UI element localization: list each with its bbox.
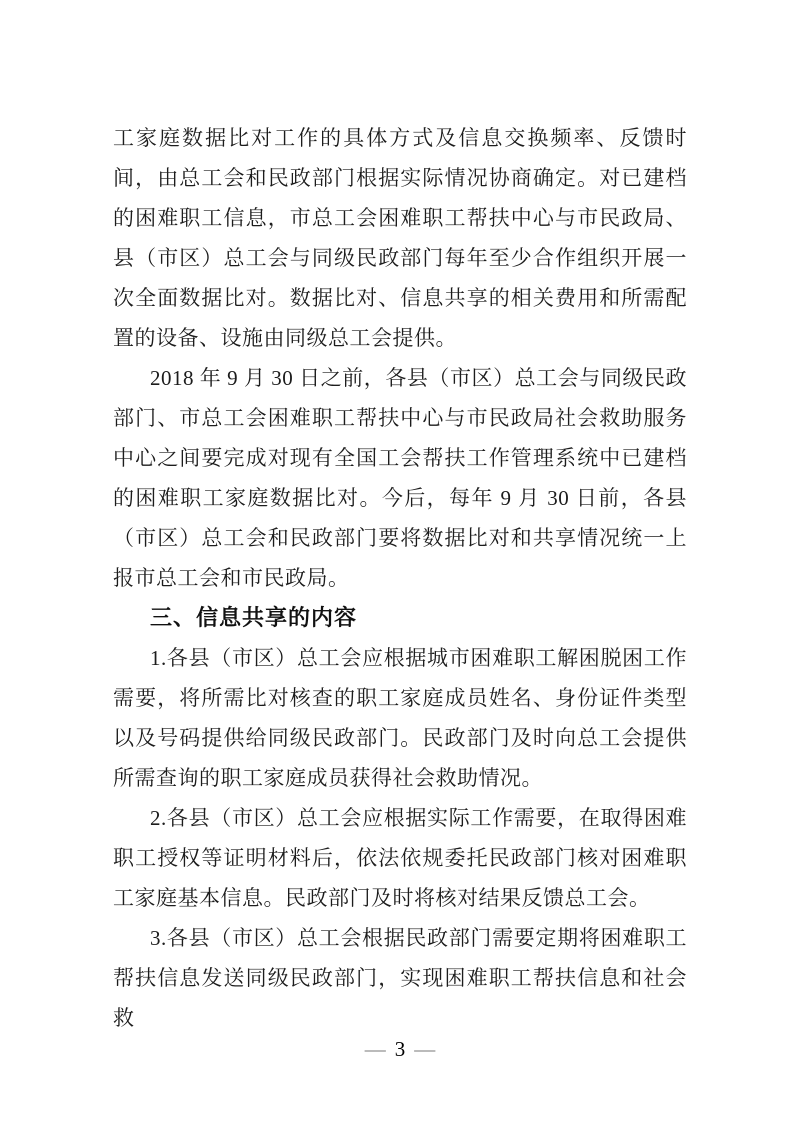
body-paragraph-continuation: 工家庭数据比对工作的具体方式及信息交换频率、反馈时间，由总工会和民政部门根据实际情况协商确定。对已建档的困难职工信息，市总工会困难职工帮扶中心与市民政局、县（市区）总工会与同级民政部门每年至少合作组织开展一次全面数据比对。数据比对、信息共享的相关费用和所需配置的设备、设施由同级总工会提供。 <box>113 126 687 350</box>
body-paragraph-item-3: 3.各县（市区）总工会根据民政部门需要定期将困难职工帮扶信息发送同级民政部门，实现困难职工帮扶信息和社会救 <box>113 926 687 1030</box>
body-paragraph-item-2: 2.各县（市区）总工会应根据实际工作需要，在取得困难职工授权等证明材料后，依法依规委托民政部门核对困难职工家庭基本信息。民政部门及时将核对结果反馈总工会。 <box>113 806 687 910</box>
footer-dash-left: — <box>364 1037 386 1061</box>
section-heading-info-sharing: 三、信息共享的内容 <box>150 605 358 630</box>
footer-dash-right: — <box>414 1037 436 1061</box>
page-footer <box>113 1034 687 1064</box>
body-paragraph-deadline: 2018 年 9 月 30 日之前，各县（市区）总工会与同级民政部门、市总工会困难职工帮扶中心与市民政局社会救助服务中心之间要完成对现有全国工会帮扶工作管理系统中已建档的困难职工家庭数据比对。今后，每年 9 月 30 日前，各县（市区）总工会和民政部门要将数据比对和共享情况统一上报市总工会和市民政局。 <box>113 366 687 590</box>
page-number: 3 <box>394 1037 406 1061</box>
document-body <box>113 118 687 1038</box>
body-paragraph-item-1: 1.各县（市区）总工会应根据城市困难职工解困脱困工作需要，将所需比对核查的职工家庭成员姓名、身份证件类型以及号码提供给同级民政部门。民政部门及时向总工会提供所需查询的职工家庭成员获得社会救助情况。 <box>113 646 687 790</box>
